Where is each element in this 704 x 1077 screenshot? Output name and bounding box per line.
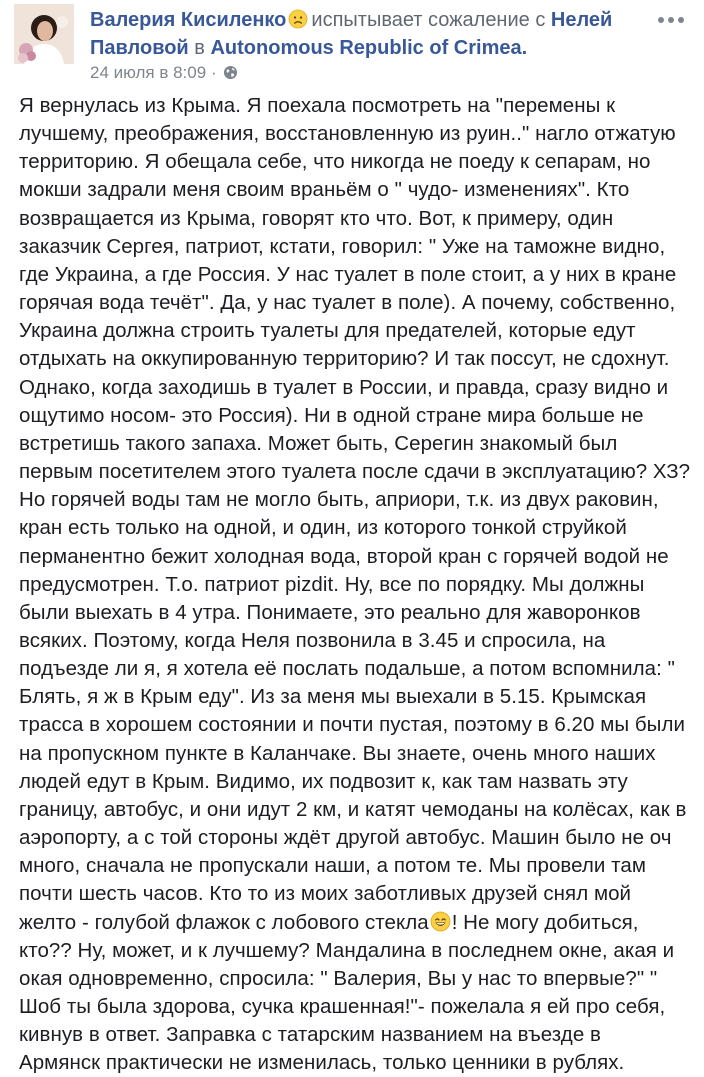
post-text-line: возвращается из Крыма, говорят кто что. Вот, к примеру, один	[19, 206, 614, 230]
text-after-emoji: ! Не могу добиться,	[451, 910, 639, 934]
avatar-photo-icon	[14, 4, 74, 64]
post-meta	[90, 62, 238, 84]
post-text-line: на пропускном пункте в Каланчаке. Вы знаете, очень много наших	[19, 741, 656, 765]
globe-icon[interactable]	[223, 65, 238, 80]
post-text-line: перманентно бежит холодная вода, второй кран с горячей водой не	[19, 544, 669, 568]
post-text-line: Однако, когда заходишь в туалет в России, и правда, сразу видно и	[19, 375, 669, 399]
post-text-line: мокши задрали меня своим враньём о " чудо- изменениях". Кто	[19, 178, 630, 202]
post-text-line: заказчик Сергея, патриот, кстати, говорил: " Уже на таможне видно,	[19, 234, 666, 258]
meta-separator: ·	[210, 63, 217, 82]
post-text-line: территорию. Я обещала себе, что никогда не поеду к сепарам, но	[19, 150, 651, 174]
avatar[interactable]	[14, 4, 74, 64]
post-text-line: границу, автобус, и они идут 2 км, и катят чемоданы на колёсах, как в	[19, 797, 687, 821]
post-text-line: отдыхать на оккупированную территорию? И так поссут, не сдохнут.	[19, 347, 670, 371]
post-text-line: первым посетителем этого туалета после сдачи в эксплуатацию? ХЗ?	[19, 460, 691, 484]
post-text-line: Армянск практически не изменилась, только ценники в рублях.	[19, 1051, 625, 1075]
post-text-line-with-emoji	[19, 909, 699, 937]
sad-face-icon	[288, 9, 308, 29]
location-connector: в	[194, 37, 205, 59]
post-text-line: аэропорту, а с той стороны ждёт другой автобус. Машин было не оч	[19, 826, 672, 850]
post-text-line: где Украина, а где Россия. У нас туалет в поле стоит, а у них в кране	[19, 262, 677, 286]
post-body	[19, 92, 699, 1077]
post-text-line: ощутимо носом- это Россия). Ни в одной стране мира больше не	[19, 403, 644, 427]
post-header	[0, 0, 704, 92]
timestamp-link[interactable]: 24 июля в 8:09	[90, 63, 207, 82]
post-text-line: почти шесть часов. Кто то из моих заботливых друзей снял мой	[19, 882, 632, 906]
post-text-line: Блять, я ж в Крым еду". Из за меня мы выехали в 5.15. Крымская	[19, 685, 647, 709]
post-text-line: предусмотрен. Т.о. патриот pizdit. Ну, все по порядку. Мы должны	[19, 572, 645, 596]
post-text-line: Но горячей воды там не могло быть, априори, т.к. из двух раковин,	[19, 488, 659, 512]
post-text-line: людей едут в Крым. Видимо, их подвозит к, как там назвать эту	[19, 769, 628, 793]
post-text-line: подъезде ли я, я хотела её послать подальше, а потом вспомнила: "	[19, 657, 675, 681]
post-text-line: кто?? Ну, может, и к лучшему? Мандалина в последнем окне, акая и	[19, 938, 675, 962]
post-text-line: кран есть только на одной, и один, из которого тонкой струйкой	[19, 516, 627, 540]
tagged-person-link-part2[interactable]: Павловой	[90, 37, 189, 59]
post-text-line: трасса в хорошем состоянии и почти пустая, поэтому в 6.20 мы были	[19, 713, 685, 737]
author-name-link[interactable]: Валерия Кисиленко	[90, 9, 287, 31]
grinning-face-icon	[430, 911, 451, 932]
text-before-emoji: желто - голубой флажок с лобового стекла	[19, 910, 429, 934]
feeling-text: испытывает сожаление с	[311, 9, 546, 31]
post-text-line: много, сначала не пропускали наши, а потом те. Мы провели там	[19, 854, 646, 878]
post-text-line: всяких. Поэтому, когда Неля позвонила в 3.45 и спросила, на	[19, 628, 606, 652]
tagged-person-link-part1[interactable]: Нелей	[550, 9, 613, 31]
post-text-line: лучшему, преображения, восстановленную из руин.." нагло отжатую	[19, 122, 676, 146]
post-text-line: окая одновременно, спросила: " Валерия, Вы у нас то впервые?" "	[19, 966, 658, 990]
post-text-line: Украина должна строить туалеты для предателей, которые едут	[19, 319, 636, 343]
post-text-line: кивнув в ответ. Заправка с татарским названием на въезде в	[19, 1023, 601, 1047]
post-text-line: были выехать в 4 утра. Понимаете, это реально для жаворонков	[19, 600, 641, 624]
post-text-line: Я вернулась из Крыма. Я поехала посмотреть на "перемены к	[19, 94, 616, 117]
post-text-line: Шоб ты была здорова, сучка крашенная!"- пожелала я ей про себя,	[19, 995, 666, 1018]
location-link[interactable]: Autonomous Republic of Crimea.	[210, 37, 528, 59]
post-text-line: встретишь такого запаха. Может быть, Серегин знакомый был	[19, 431, 618, 455]
more-options-icon[interactable]	[656, 8, 686, 34]
post-text-line: горячая вода течёт". Да, у нас туалет в поле). А почему, собственно,	[19, 291, 676, 315]
post-title-line	[90, 6, 650, 62]
